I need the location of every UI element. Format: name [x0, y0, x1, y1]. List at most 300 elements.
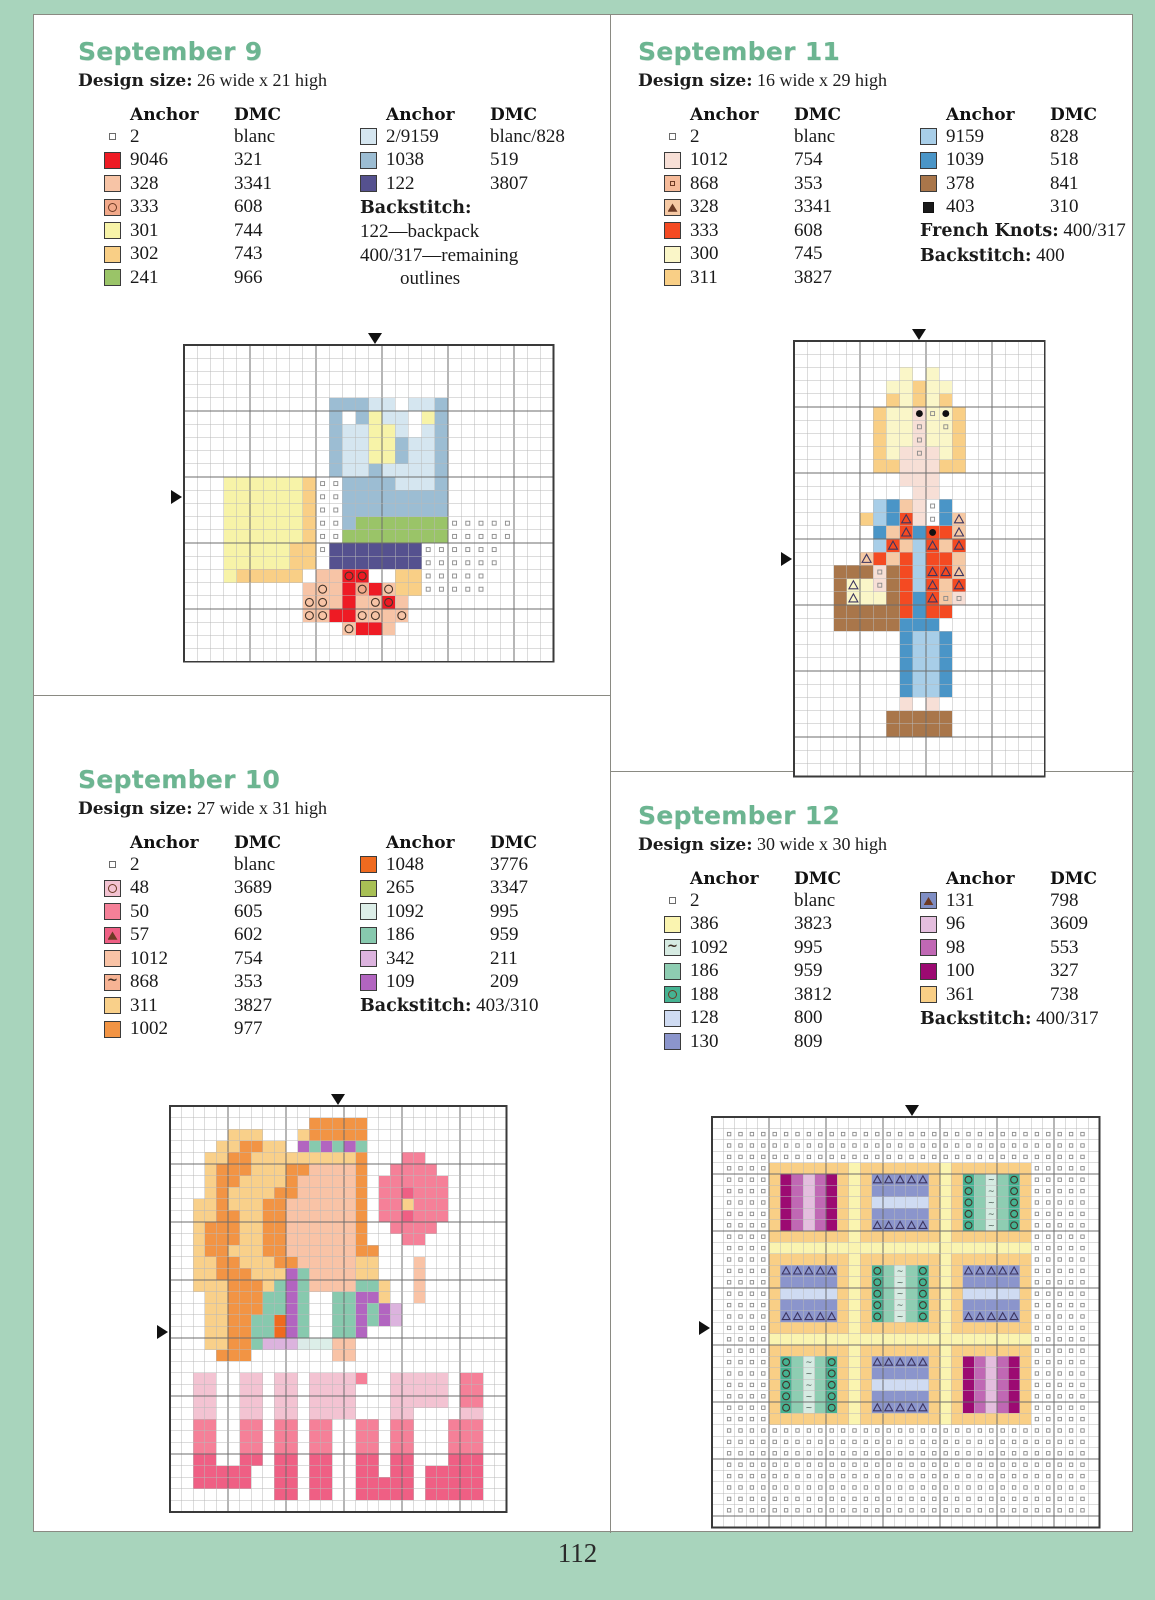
- legend-row: [360, 924, 594, 948]
- legend-header-row: [360, 833, 594, 853]
- legend-dmc-value: 841: [1050, 172, 1079, 194]
- legend-anchor-value: 1012: [130, 947, 168, 969]
- color-swatch: [104, 199, 121, 216]
- legend-row: [920, 196, 1154, 220]
- legend-swatch-cell: [360, 950, 386, 967]
- panel-september-10: [78, 765, 598, 1041]
- legend-dmc-value: 738: [1050, 983, 1079, 1005]
- legend-swatch-cell: [920, 986, 946, 1003]
- legend-swatch-cell: [920, 152, 946, 169]
- legend-dmc-value: blanc: [794, 889, 836, 911]
- legend-swatch-cell: [104, 861, 130, 868]
- legend-row: [104, 196, 338, 220]
- legend-rows-2: [360, 853, 594, 994]
- legend-anchor-value: 342: [386, 947, 415, 969]
- legend-swatch-cell: [664, 133, 690, 140]
- legend-anchor-value: 311: [130, 994, 158, 1016]
- legend-dmc-value: 3827: [234, 994, 272, 1016]
- legend-dmc-value: 3689: [234, 877, 272, 899]
- legend-anchor-value: 386: [690, 913, 719, 935]
- legend-swatch-cell: [920, 202, 946, 213]
- symbol-tilde-icon: ~: [107, 973, 118, 989]
- legend-row: [360, 947, 594, 971]
- legend-dmc-value: 3823: [794, 913, 832, 935]
- legend-swatch-cell: [360, 927, 386, 944]
- color-swatch: [664, 269, 681, 286]
- legend-dmc-value: 209: [490, 971, 519, 993]
- legend-anchor-value: 96: [946, 913, 965, 935]
- legend-row: [664, 936, 898, 960]
- legend-swatch-cell: [104, 222, 130, 239]
- legend-swatch-cell: [664, 269, 690, 286]
- legend-row: [104, 219, 338, 243]
- svg-text:~: ~: [805, 1379, 813, 1390]
- legend-dmc-value: 744: [234, 219, 263, 241]
- legend-header-row: [104, 833, 338, 853]
- color-swatch: [104, 1021, 121, 1038]
- legend-row: [664, 196, 898, 220]
- legend-anchor-value: 48: [130, 877, 149, 899]
- symbol-circle-icon: [668, 990, 677, 999]
- legend-column-1: [664, 869, 898, 1054]
- svg-text:~: ~: [987, 1185, 995, 1196]
- legend-dmc-value: 966: [234, 266, 263, 288]
- legend-row: [664, 172, 898, 196]
- color-swatch: [920, 963, 937, 980]
- color-swatch: [664, 1033, 681, 1050]
- color-swatch: [664, 1010, 681, 1027]
- legend-row: [920, 149, 1154, 173]
- legend-row: [920, 936, 1154, 960]
- page-title-september-10: September 10: [78, 765, 281, 794]
- color-swatch: [920, 939, 937, 956]
- legend-swatch-cell: [104, 974, 130, 991]
- legend-dmc-value: 605: [234, 900, 263, 922]
- legend-row: [664, 125, 898, 149]
- legend-rows-1: [104, 853, 338, 1041]
- legend-dmc-value: 3776: [490, 853, 528, 875]
- legend-swatch-cell: [360, 175, 386, 192]
- legend-anchor-value: 333: [130, 196, 159, 218]
- legend-swatch-cell: [920, 963, 946, 980]
- chart-grid: [168, 329, 570, 678]
- svg-text:~: ~: [896, 1265, 904, 1276]
- design-size-september-10: [78, 798, 598, 819]
- color-swatch: [104, 903, 121, 920]
- legend-dmc-value: 553: [1050, 936, 1079, 958]
- legend-swatch-cell: [104, 269, 130, 286]
- legend-row: [664, 960, 898, 984]
- legend-dmc-value: 959: [490, 924, 519, 946]
- legend-header-row: [920, 105, 1154, 125]
- legend-swatch-cell: [104, 175, 130, 192]
- svg-text:~: ~: [805, 1356, 813, 1367]
- legend-anchor-value: 128: [690, 1007, 719, 1029]
- legend-dmc-value: 3347: [490, 877, 528, 899]
- color-swatch: [360, 903, 377, 920]
- page-title-september-12: September 12: [638, 801, 841, 830]
- color-swatch: [104, 997, 121, 1014]
- legend-row: [360, 125, 594, 149]
- legend-swatch-cell: [360, 903, 386, 920]
- legend-note: [920, 1007, 1154, 1032]
- color-swatch: [360, 880, 377, 897]
- chart-center-marker-top-icon: [912, 329, 926, 340]
- legend-notes-2: [360, 196, 594, 291]
- legend-row: [920, 960, 1154, 984]
- legend-column-1: [104, 105, 338, 291]
- color-swatch: [920, 986, 937, 1003]
- chart-center-marker-left-icon: [157, 1325, 168, 1339]
- legend-swatch-cell: [104, 246, 130, 263]
- color-swatch: [920, 152, 937, 169]
- color-swatch: [104, 269, 121, 286]
- panel-september-9: [78, 37, 598, 291]
- legend-note-label: Backstitch:: [920, 245, 1032, 266]
- design-size-september-12: [638, 834, 1138, 855]
- chart-center-marker-left-icon: [171, 490, 182, 504]
- legend-notes-2: [920, 1007, 1154, 1032]
- legend-dmc-value: 211: [490, 947, 518, 969]
- legend-anchor-value: 2: [690, 125, 700, 147]
- legend-anchor-value: 188: [690, 983, 719, 1005]
- chart-center-marker-left-icon: [781, 552, 792, 566]
- color-swatch: [664, 986, 681, 1003]
- legend-swatch-cell: [920, 128, 946, 145]
- legend-anchor-value: 109: [386, 971, 415, 993]
- legend-column-2: [920, 869, 1154, 1054]
- design-size-september-9: [78, 70, 598, 91]
- design-size-value: 27 wide x 31 high: [197, 798, 328, 818]
- legend-anchor-value: 301: [130, 219, 159, 241]
- legend-dmc-value: 745: [794, 243, 823, 265]
- legend-note-text: 400/317—remaining: [360, 244, 519, 266]
- legend-note-label: Backstitch:: [920, 1008, 1032, 1029]
- legend-column-1: [664, 105, 898, 290]
- legend-dmc-value: 518: [1050, 149, 1079, 171]
- legend-swatch-cell: [360, 128, 386, 145]
- legend-row: [104, 900, 338, 924]
- legend-anchor-header: Anchor: [690, 105, 759, 125]
- legend-dmc-value: 353: [794, 172, 823, 194]
- legend-anchor-value: 9159: [946, 125, 984, 147]
- legend-note-text: 403/310: [471, 995, 539, 1016]
- symbol-tiny-square-icon: [669, 133, 676, 140]
- legend-anchor-value: 328: [690, 196, 719, 218]
- legend-anchor-header: Anchor: [946, 105, 1015, 125]
- symbol-tilde-icon: ~: [667, 938, 678, 954]
- symbol-triangle-icon: [924, 896, 934, 905]
- legend-header-row: [920, 869, 1154, 889]
- legend-swatch-cell: [104, 903, 130, 920]
- legend-anchor-value: 50: [130, 900, 149, 922]
- legend-row: [104, 947, 338, 971]
- legend-swatch-cell: [360, 974, 386, 991]
- legend-swatch-cell: [664, 199, 690, 216]
- legend-dmc-header: DMC: [234, 105, 282, 125]
- legend-anchor-value: 2: [130, 853, 140, 875]
- color-swatch: [104, 246, 121, 263]
- color-swatch: [360, 128, 377, 145]
- color-swatch: [104, 927, 121, 944]
- legend-note-text: 122—backpack: [360, 221, 480, 242]
- legend-row: [920, 125, 1154, 149]
- legend-anchor-value: 122: [386, 172, 415, 194]
- svg-text:~: ~: [805, 1368, 813, 1379]
- color-swatch: [664, 222, 681, 239]
- legend-anchor-header: Anchor: [386, 833, 455, 853]
- chart-center-marker-top-icon: [905, 1105, 919, 1116]
- color-swatch: [664, 199, 681, 216]
- legend-anchor-value: 1012: [690, 149, 728, 171]
- legend-swatch-cell: [104, 997, 130, 1014]
- legend-note-text: outlines: [400, 268, 461, 289]
- color-swatch: [104, 222, 121, 239]
- legend-swatch-cell: [920, 892, 946, 909]
- color-swatch: [104, 950, 121, 967]
- symbol-black-square-icon: [923, 202, 934, 213]
- legend-anchor-header: Anchor: [690, 869, 759, 889]
- legend-dmc-value: 3812: [794, 983, 832, 1005]
- legend-row: [664, 149, 898, 173]
- legend-anchor-value: 1092: [386, 900, 424, 922]
- design-size-label: Design size:: [638, 71, 753, 91]
- legend-dmc-header: DMC: [1050, 105, 1098, 125]
- page-sheet: [33, 14, 1133, 1532]
- legend-dmc-value: 327: [1050, 960, 1079, 982]
- legend-rows-2: [360, 125, 594, 196]
- legend-row: [360, 172, 594, 196]
- legend-dmc-header: DMC: [234, 833, 282, 853]
- design-size-september-11: [638, 70, 1138, 91]
- legend-anchor-header: Anchor: [386, 105, 455, 125]
- svg-text:~: ~: [896, 1276, 904, 1287]
- color-swatch: [920, 175, 937, 192]
- chart-grid: [696, 1101, 1116, 1543]
- legend-anchor-header: Anchor: [946, 869, 1015, 889]
- symbol-circle-icon: [108, 884, 117, 893]
- legend-note: [360, 220, 594, 244]
- legend-row: [664, 1007, 898, 1031]
- legend-header-row: [360, 105, 594, 125]
- legend-anchor-value: 131: [946, 889, 975, 911]
- legend-anchor-header: Anchor: [130, 833, 199, 853]
- chart-grid: [154, 1090, 522, 1528]
- legend-dmc-value: 754: [794, 149, 823, 171]
- legend-note: [360, 244, 594, 268]
- legend-swatch-cell: [664, 916, 690, 933]
- legend-september-10: [104, 833, 598, 1041]
- panel-september-11: [638, 37, 1138, 290]
- legend-row: [360, 971, 594, 995]
- legend-note-label: French Knots:: [920, 221, 1059, 241]
- legend-anchor-value: 241: [130, 266, 159, 288]
- legend-dmc-value: 602: [234, 924, 263, 946]
- svg-text:~: ~: [987, 1208, 995, 1219]
- legend-september-9: [104, 105, 598, 291]
- legend-september-12: [664, 869, 1138, 1054]
- legend-note-label: Backstitch:: [360, 996, 472, 1016]
- color-swatch: [360, 152, 377, 169]
- color-swatch: [360, 175, 377, 192]
- color-swatch: [104, 880, 121, 897]
- legend-anchor-value: 9046: [130, 149, 168, 171]
- legend-anchor-value: 300: [690, 243, 719, 265]
- legend-dmc-header: DMC: [794, 869, 842, 889]
- legend-row: [360, 877, 594, 901]
- color-swatch: [104, 175, 121, 192]
- legend-dmc-value: 3341: [794, 196, 832, 218]
- legend-swatch-cell: [664, 222, 690, 239]
- legend-swatch-cell: [360, 880, 386, 897]
- design-size-value: 30 wide x 30 high: [757, 834, 888, 854]
- legend-swatch-cell: [664, 1033, 690, 1050]
- chart-september-11: [778, 325, 1061, 798]
- legend-anchor-value: 2/9159: [386, 125, 439, 147]
- legend-row: [920, 172, 1154, 196]
- design-size-label: Design size:: [638, 835, 753, 855]
- legend-anchor-value: 302: [130, 243, 159, 265]
- color-swatch: [360, 856, 377, 873]
- color-swatch: [664, 175, 681, 192]
- legend-column-2: [920, 105, 1154, 290]
- legend-rows-1: [104, 125, 338, 290]
- legend-dmc-value: 995: [794, 936, 823, 958]
- legend-row: [664, 889, 898, 913]
- legend-swatch-cell: [104, 199, 130, 216]
- color-swatch: [664, 152, 681, 169]
- legend-swatch-cell: [104, 133, 130, 140]
- legend-header-row: [104, 105, 338, 125]
- legend-dmc-value: 608: [794, 219, 823, 241]
- symbol-triangle-icon: [108, 931, 118, 940]
- color-swatch: [920, 892, 937, 909]
- panel-divider-vertical: [610, 15, 611, 1533]
- symbol-triangle-icon: [668, 203, 678, 212]
- legend-note: [360, 267, 594, 291]
- legend-swatch-cell: [104, 1021, 130, 1038]
- legend-row: [360, 853, 594, 877]
- legend-note: [360, 196, 594, 221]
- legend-row: [360, 900, 594, 924]
- legend-dmc-value: 353: [234, 971, 263, 993]
- color-swatch: [920, 128, 937, 145]
- legend-anchor-value: 333: [690, 219, 719, 241]
- legend-anchor-value: 1039: [946, 149, 984, 171]
- legend-note-text: 400/317: [1031, 1007, 1099, 1029]
- legend-dmc-value: blanc: [794, 125, 836, 147]
- color-swatch: [104, 152, 121, 169]
- legend-dmc-value: 959: [794, 960, 823, 982]
- legend-dmc-value: 809: [794, 1030, 823, 1052]
- chart-center-marker-top-icon: [331, 1094, 345, 1105]
- legend-note: [920, 244, 1154, 269]
- legend-swatch-cell: [104, 927, 130, 944]
- legend-swatch-cell: [104, 950, 130, 967]
- legend-dmc-value: 310: [1050, 196, 1079, 218]
- legend-notes-2: [920, 219, 1154, 268]
- legend-row: [664, 266, 898, 290]
- page-number: 112: [557, 1538, 598, 1568]
- legend-row: [104, 877, 338, 901]
- legend-dmc-value: blanc: [234, 125, 276, 147]
- svg-text:~: ~: [896, 1311, 904, 1322]
- legend-dmc-value: 3807: [490, 172, 528, 194]
- legend-swatch-cell: [920, 916, 946, 933]
- legend-anchor-value: 868: [690, 172, 719, 194]
- legend-dmc-header: DMC: [490, 105, 538, 125]
- legend-anchor-value: 100: [946, 960, 975, 982]
- legend-dmc-value: blanc/828: [490, 125, 565, 147]
- legend-dmc-value: 743: [234, 243, 263, 265]
- design-size-label: Design size:: [78, 799, 193, 819]
- legend-swatch-cell: [104, 152, 130, 169]
- legend-dmc-value: 3609: [1050, 913, 1088, 935]
- legend-swatch-cell: [664, 175, 690, 192]
- chart-september-9: [168, 329, 570, 683]
- legend-header-row: [664, 105, 898, 125]
- legend-swatch-cell: [664, 963, 690, 980]
- legend-rows-1: [664, 889, 898, 1054]
- legend-dmc-value: 977: [234, 1018, 263, 1040]
- legend-anchor-value: 1092: [690, 936, 728, 958]
- legend-dmc-header: DMC: [1050, 869, 1098, 889]
- legend-swatch-cell: [360, 152, 386, 169]
- color-swatch: [664, 939, 681, 956]
- legend-row: [664, 219, 898, 243]
- color-swatch: [360, 974, 377, 991]
- legend-swatch-cell: [104, 880, 130, 897]
- legend-row: [104, 853, 338, 877]
- legend-anchor-value: 98: [946, 936, 965, 958]
- design-size-value: 16 wide x 29 high: [757, 70, 888, 90]
- page-title-september-9: September 9: [78, 37, 263, 66]
- symbol-tiny-square-icon: [109, 133, 116, 140]
- legend-note-label: Backstitch:: [360, 197, 472, 218]
- legend-row: [664, 243, 898, 267]
- color-swatch: [920, 916, 937, 933]
- legend-dmc-value: 995: [490, 900, 519, 922]
- color-swatch: [360, 950, 377, 967]
- svg-text:~: ~: [896, 1299, 904, 1310]
- legend-dmc-value: 3341: [234, 172, 272, 194]
- legend-dmc-header: DMC: [490, 833, 538, 853]
- legend-rows-2: [920, 125, 1154, 219]
- legend-header-row: [664, 869, 898, 889]
- color-swatch: [360, 927, 377, 944]
- legend-anchor-header: Anchor: [130, 105, 199, 125]
- legend-anchor-value: 265: [386, 877, 415, 899]
- color-swatch: [664, 916, 681, 933]
- legend-column-2: [360, 105, 594, 291]
- legend-dmc-value: 321: [234, 149, 263, 171]
- legend-row: [104, 924, 338, 948]
- legend-notes-2: [360, 994, 594, 1019]
- legend-anchor-value: 328: [130, 172, 159, 194]
- legend-note: [360, 994, 594, 1019]
- legend-dmc-value: 798: [1050, 889, 1079, 911]
- legend-anchor-value: 186: [386, 924, 415, 946]
- legend-dmc-value: 754: [234, 947, 263, 969]
- legend-anchor-value: 130: [690, 1030, 719, 1052]
- svg-text:~: ~: [987, 1197, 995, 1208]
- legend-dmc-value: 519: [490, 149, 519, 171]
- legend-row: [664, 1030, 898, 1054]
- legend-row: [920, 913, 1154, 937]
- legend-swatch-cell: [920, 175, 946, 192]
- legend-dmc-header: DMC: [794, 105, 842, 125]
- legend-row: [104, 149, 338, 173]
